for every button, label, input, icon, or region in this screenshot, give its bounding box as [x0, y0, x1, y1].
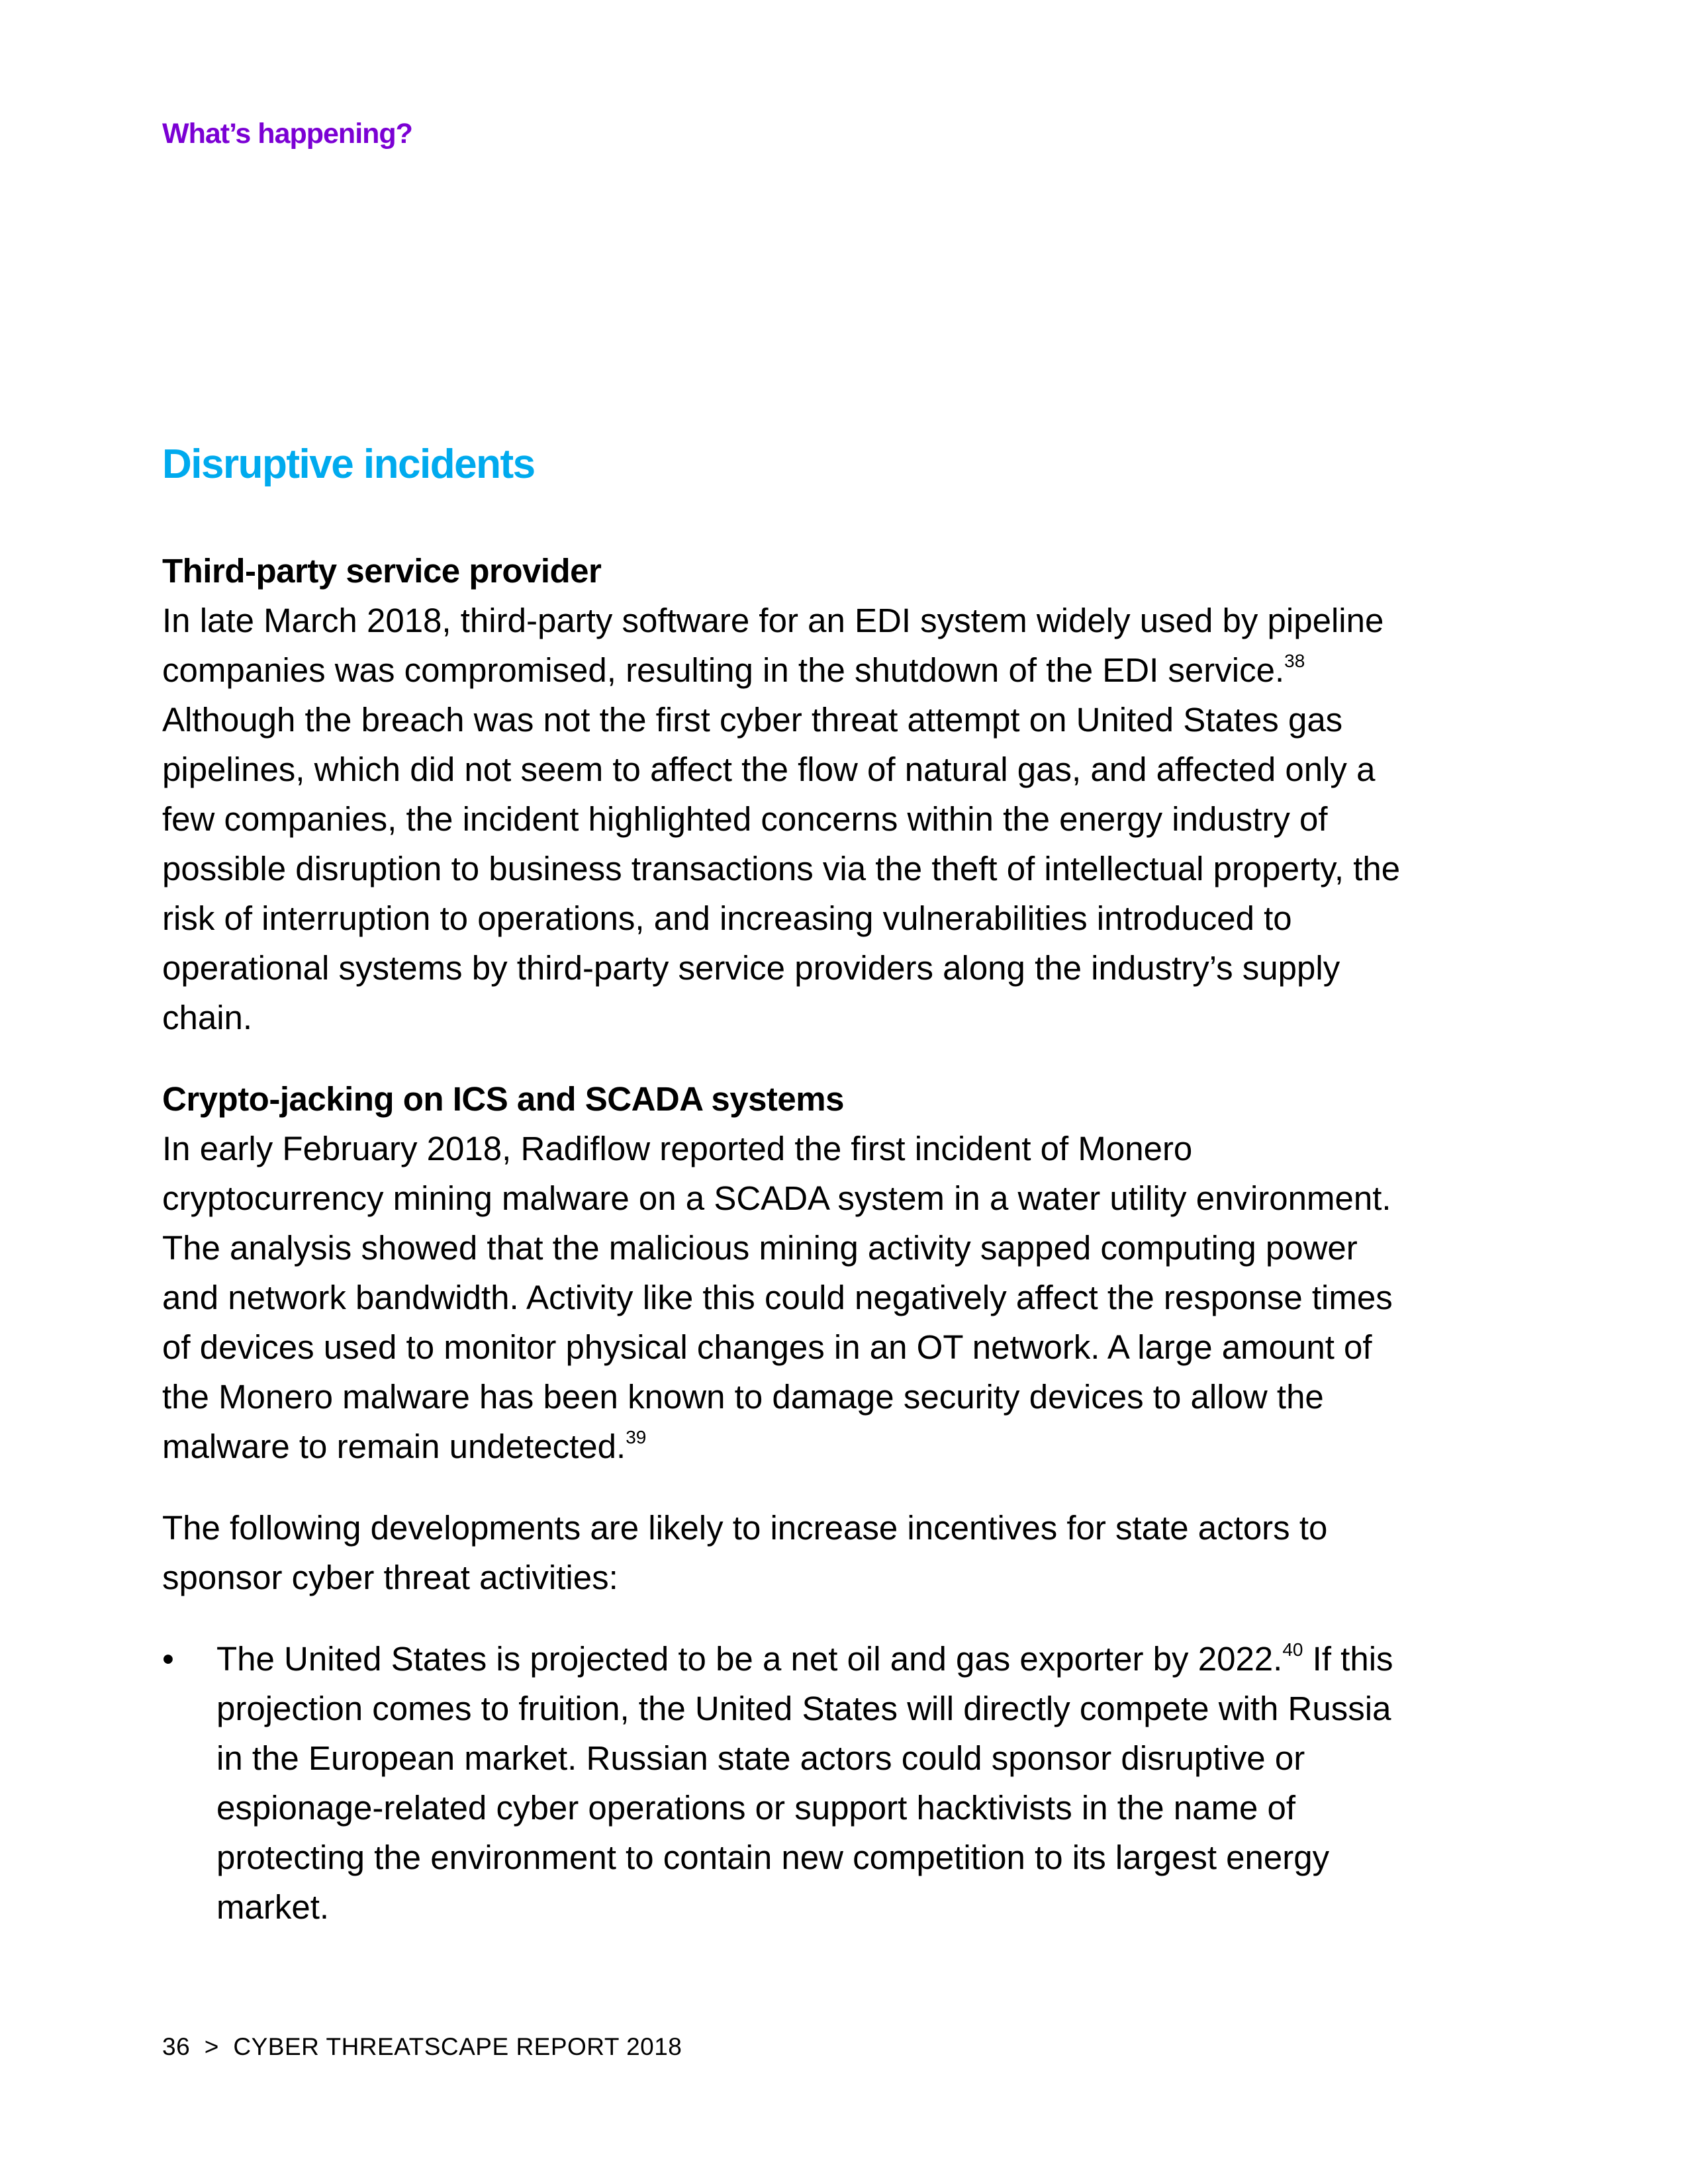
page-number: 36 — [162, 2033, 191, 2060]
text-run: The following developments are likely to increase incentives for state actors to sponsor cyber threat activities: — [162, 1509, 1328, 1596]
paragraph — [162, 596, 1420, 1042]
footnote-marker: 40 — [1282, 1639, 1303, 1660]
paragraph — [216, 1634, 1420, 1932]
text-run: Although the breach was not the first cyber threat attempt on United States gas pipelines, which did not seem to affect the flow of natural gas, and affected only a few companies, the incident highlighted concerns within the energy industry of possible disruption to business transactions via the theft of intellectual property, the risk of interruption to operations, and increasing vulnerabilities introduced to operational systems by third-party service providers along the industry’s supply chain. — [162, 701, 1401, 1036]
bullet-list — [162, 1634, 1420, 1932]
incident-block — [162, 1074, 1420, 1471]
section-kicker: What’s happening? — [162, 118, 412, 150]
paragraph — [162, 1503, 1420, 1602]
list-item — [162, 1634, 1420, 1932]
page-footer — [162, 2033, 682, 2061]
footer-separator: > — [204, 2033, 219, 2060]
text-run: In late March 2018, third-party software for an EDI system widely used by pipeline companies was compromised, resulting in the shutdown of the EDI service. — [162, 602, 1384, 689]
paragraph — [162, 1124, 1420, 1471]
footnote-marker: 39 — [626, 1427, 647, 1447]
subheading: Third-party service provider — [162, 552, 602, 590]
intro-block — [162, 1503, 1420, 1602]
subheading: Crypto-jacking on ICS and SCADA systems — [162, 1080, 844, 1118]
footnote-marker: 38 — [1284, 651, 1305, 671]
text-run: The United States is projected to be a net oil and gas exporter by 2022. — [216, 1640, 1283, 1678]
article-body — [162, 546, 1420, 1932]
text-run: If this projection comes to fruition, the United States will directly compete with Russia in the European market. Russian state actors could sponsor disruptive or espionage-related cyber operations or support hacktivists in the name of protecting the environment to contain new competition to its largest energy market. — [216, 1640, 1393, 1926]
text-run: In early February 2018, Radiflow reported the first incident of Monero cryptocurrency mining malware on a SCADA system in a water utility environment. The analysis showed that the malicious mining activity sapped computing power and network bandwidth. Activity like this could negatively affect the response times of devices used to monitor physical changes in an OT network. A large amount of the Monero malware has been known to damage security devices to allow the malware to remain undetected. — [162, 1130, 1393, 1465]
bullet-icon: • — [162, 1640, 174, 1678]
page-title: Disruptive incidents — [162, 441, 535, 487]
report-title: CYBER THREATSCAPE REPORT 2018 — [233, 2033, 682, 2060]
incident-block — [162, 546, 1420, 1042]
